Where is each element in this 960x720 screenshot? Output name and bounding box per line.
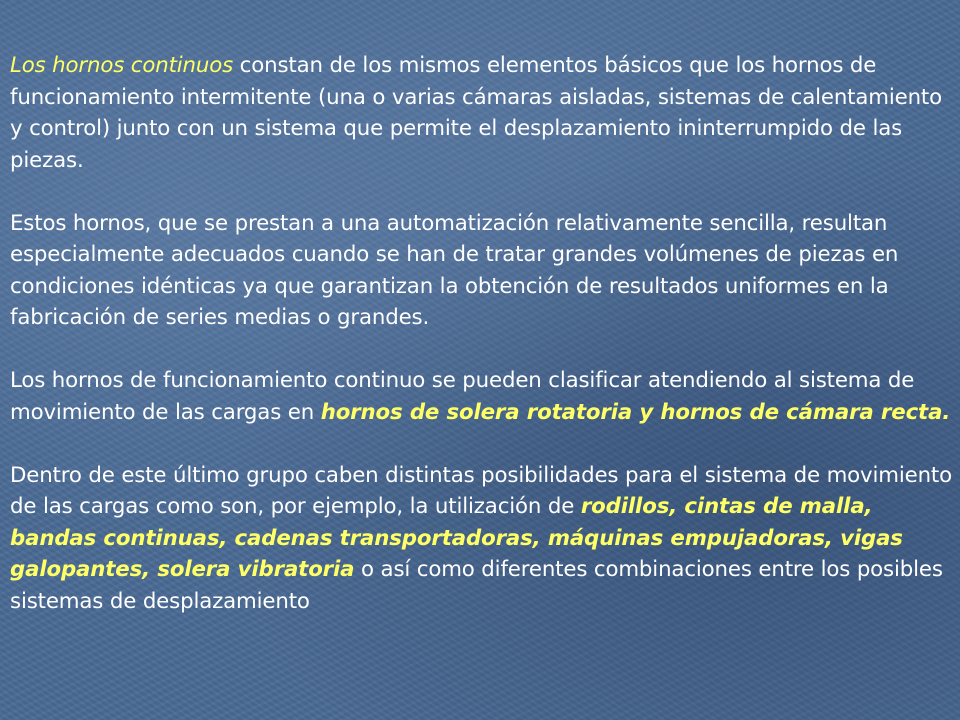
paragraph-automation-text: Estos hornos, que se prestan a una automatización relativamente sencilla, resultan especialmente adecuados cuando se han de tratar grandes volúmenes de piezas en condiciones idénticas ya que garantizan la obtención de resultados uniformes en la fabricación de series medias o grandes.	[10, 210, 899, 330]
highlight-movement-systems: rodillos, cintas de malla, bandas continuas, cadenas transportadoras, máquinas empujadoras, vigas galopantes, solera vibratoria	[10, 494, 903, 582]
paragraph-intro-text: constan de los mismos elementos básicos que los hornos de funcionamiento intermitente (una o varias cámaras aisladas, sistemas de calentamiento y control) junto con un sistema que permite el desplazamiento ininterrumpido de las piezas.	[10, 53, 943, 173]
paragraph-intro	[10, 50, 954, 176]
paragraph-automation	[10, 208, 954, 334]
spacer	[10, 334, 954, 366]
paragraph-classification-text: Los hornos de funcionamiento continuo se pueden clasificar atendiendo al sistema de movimiento de las cargas en	[10, 368, 915, 425]
highlight-furnace-types: hornos de solera rotatoria y hornos de cámara recta.	[320, 399, 951, 425]
paragraph-movement-text-end: o así como diferentes combinaciones entre los posibles sistemas de desplazamiento	[10, 557, 943, 614]
highlight-hornos-continuos: Los hornos continuos	[10, 53, 234, 78]
paragraph-classification	[10, 365, 954, 428]
spacer	[10, 428, 954, 460]
paragraph-movement-text: Dentro de este último grupo caben distintas posibilidades para el sistema de movimiento de las cargas como son, por ejemplo, la utilización de	[10, 462, 953, 519]
spacer	[10, 176, 954, 208]
paragraph-movement-systems	[10, 460, 954, 618]
slide-body	[10, 50, 954, 710]
